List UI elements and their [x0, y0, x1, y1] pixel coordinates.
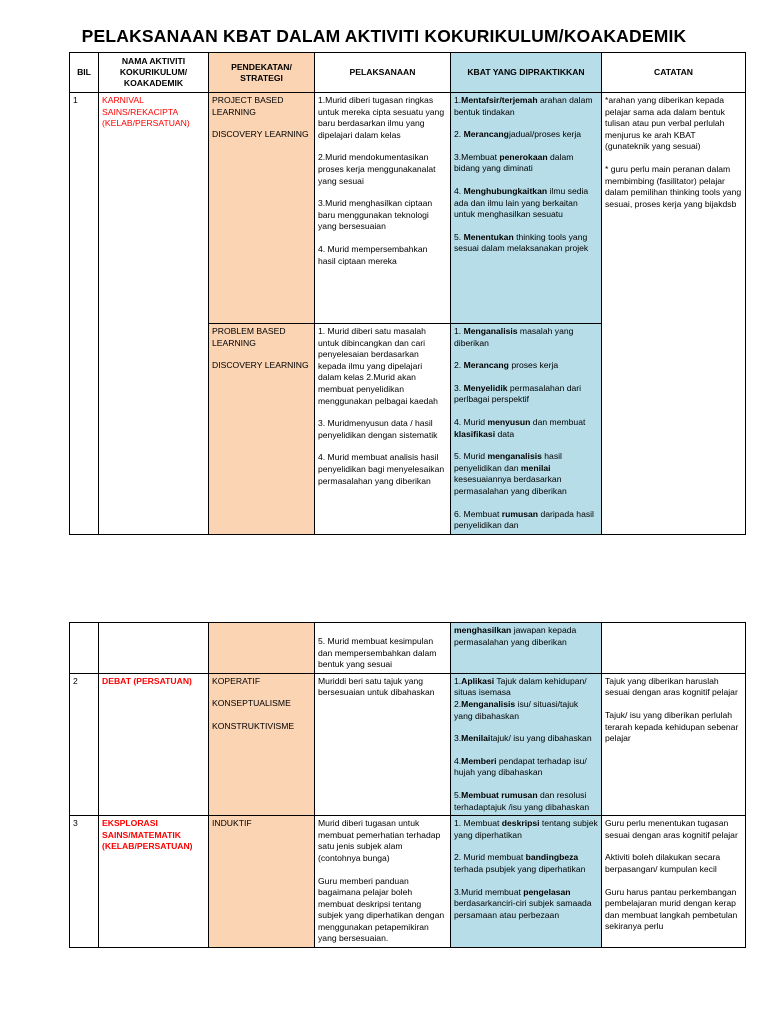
table-row	[70, 673, 746, 815]
pelaksanaan-item: 3. Muridmenyusun data / hasil penyelidikan dengan sistematik	[318, 418, 438, 440]
cell-pelaksanaan	[315, 324, 451, 535]
kbat-item: 2. Merancangjadual/proses kerja	[454, 129, 582, 140]
cell-nama-aktiviti: EKSPLORASI SAINS/MATEMATIK (KELAB/PERSATUAN)	[99, 816, 209, 948]
cell-catatan	[602, 673, 746, 815]
kbat-item: 1.Mentafsir/terjemah arahan dalam bentuk tindakan	[454, 95, 593, 117]
cell-pelaksanaan	[315, 93, 451, 324]
cell-bil	[70, 623, 99, 674]
kbat-item: 3.Membuat penerokaan dalam bidang yang diminati	[454, 151, 574, 174]
cell-kbat	[451, 816, 602, 948]
cell-nama-aktiviti: DEBAT (PERSATUAN)	[99, 673, 209, 815]
catatan-item: Tajuk yang diberikan haruslah sesuai dengan aras kognitif pelajar	[605, 675, 738, 698]
kbat-item: 2. Murid membuat bandingbeza terhada psubjek yang diperhatikan	[454, 852, 586, 874]
cell-bil: 1	[70, 93, 99, 535]
cell-pendekatan	[209, 93, 315, 324]
kbat-item: 3. Menyelidik permasalahan dari perlbagai perspektif	[454, 382, 582, 405]
catatan-item: *arahan yang diberikan kepada pelajar sama ada dalam bentuk tulisan atau pun verbal perlulah menjurus ke arah KBAT (gunateknik yang sesuai)	[605, 95, 725, 152]
catatan-item: Guru perlu menentukan tugasan sesuai dengan aras kognitif pelajar	[605, 818, 738, 840]
catatan-item: * guru perlu main peranan dalam membimbing (fasilitator) pelajar dalam pemilihan thinking tools yang sesuai, proses kerja yang bijakdsb	[605, 163, 742, 209]
table-header-row	[70, 53, 746, 93]
pelaksanaan-item: Guru memberi panduan bagaimana pelajar boleh membuat deskripsi tentang subjek yang diperhatikan dengan menggunakan petapemikiran yang bersesuaian.	[318, 875, 445, 944]
kbat-item: 1. Membuat deskripsi tentang subjek yang diperhatikan	[454, 818, 598, 840]
kbat-item: 6. Membuat rumusan daripada hasil penyelidikan dan	[454, 508, 594, 531]
pendekatan-item: KONSTRUKTIVISME	[212, 720, 295, 731]
cell-bil: 3	[70, 816, 99, 948]
pelaksanaan-item: 5. Murid membuat kesimpulan dan mempersembahkan dalam bentuk yang sesuai	[318, 636, 437, 670]
pelaksanaan-item: Murid diberi tugasan untuk membuat pemerhatian terhadap satu jenis subjek alam (contohnya bunga)	[318, 818, 441, 863]
cell-nama-aktiviti	[99, 623, 209, 674]
pendekatan-item: PROJECT BASED LEARNING	[212, 95, 284, 117]
cell-nama-aktiviti: KARNIVAL SAINS/REKACIPTA (KELAB/PERSATUAN)	[99, 93, 209, 535]
kbat-item: 3.Murid membuat pengelasan berdasarkanciri-ciri subjek samaada persamaan atau perbezaan	[454, 886, 592, 920]
pendekatan-item: KONSEPTUALISME	[212, 698, 291, 709]
cell-pelaksanaan: Muriddi beri satu tajuk yang bersesuaian untuk dibahaskan	[315, 673, 451, 815]
cell-kbat	[451, 324, 602, 535]
kbat-table-part-2	[69, 622, 746, 948]
kbat-item: 4.Memberi pendapat terhadap isu/ hujah yang dibahaskan	[454, 755, 587, 778]
header-pendekatan: PENDEKATAN/ STRATEGI	[209, 53, 315, 93]
kbat-item: 1.Aplikasi Tajuk dalam kehidupan/ situas isemasa	[454, 675, 587, 698]
cell-pendekatan	[209, 816, 315, 948]
header-catatan: CATATAN	[602, 53, 746, 93]
table-row	[70, 623, 746, 674]
header-pelaksanaan: PELAKSANAAN	[315, 53, 451, 93]
pelaksanaan-item: 1. Murid diberi satu masalah untuk dibincangkan dan cari penyelesaian berdasarkan kepada ilmu yang dipelajari dalam kelas 2.Murid akan membuat penyelidikan menggunakan pelbagai kaedah	[318, 326, 438, 406]
cell-pelaksanaan	[315, 816, 451, 948]
kbat-item: 1. Menganalisis masalah yang diberikan	[454, 326, 574, 348]
catatan-item: Aktiviti boleh dilakukan secara berpasangan/ kumpulan kecil	[605, 852, 721, 874]
cell-catatan	[602, 93, 746, 535]
kbat-table-part-1	[69, 52, 746, 535]
pendekatan-item: PROBLEM BASED LEARNING	[212, 326, 286, 348]
kbat-item: 2. Merancang proses kerja	[454, 360, 559, 371]
cell-kbat: menghasilkan jawapan kepada permasalahan yang diberikan	[451, 623, 602, 674]
cell-pendekatan	[209, 673, 315, 815]
cell-pelaksanaan	[315, 623, 451, 674]
header-kbat: KBAT YANG DIPRAKTIKKAN	[451, 53, 602, 93]
catatan-item: Tajuk/ isu yang diberikan perlulah terarah kepada kehidupan sebenar pelajar	[605, 709, 739, 744]
cell-kbat	[451, 93, 602, 324]
cell-kbat	[451, 673, 602, 815]
cell-catatan	[602, 623, 746, 674]
cell-pendekatan	[209, 324, 315, 535]
pelaksanaan-item: 2.Murid mendokumentasikan proses kerja menggunakanalat yang sesuai	[318, 152, 436, 186]
header-bil: BIL	[70, 53, 99, 93]
cell-catatan	[602, 816, 746, 948]
kbat-item: 2.Menganalisis isu/ situasi/tajuk yang dibahaskan	[454, 698, 579, 721]
pendekatan-item: DISCOVERY LEARNING	[212, 129, 309, 140]
pelaksanaan-item: 3.Murid menghasilkan ciptaan baru menggunakan teknologi yang bersesuaian	[318, 198, 433, 232]
cell-bil: 2	[70, 673, 99, 815]
table-row	[70, 816, 746, 948]
kbat-item: 5. Menentukan thinking tools yang sesuai dalam melaksanakan projek	[454, 231, 589, 254]
pendekatan-item: KOPERATIF	[212, 675, 261, 686]
catatan-item: Guru harus pantau perkembangan pembelajaran murid dengan kerap dan membuat langkah pembetulan sekiranya perlu	[605, 886, 738, 932]
page-title: PELAKSANAAN KBAT DALAM AKTIVITI KOKURIKULUM/KOAKADEMIK	[81, 26, 687, 46]
pelaksanaan-item: 4. Murid membuat analisis hasil penyelidikan bagi menyelesaikan permasalahan yang diberikan	[318, 452, 445, 486]
kbat-item: 4. Murid menyusun dan membuat klasifikasi data	[454, 416, 586, 439]
kbat-item: 4. Menghubungkaitkan ilmu sedia ada dan ilmu lain yang berkaitan untuk menghasilkan sesuatu	[454, 185, 589, 220]
pelaksanaan-item: 1.Murid diberi tugasan ringkas untuk mereka cipta sesuatu yang baru berdasarkan ilmu yang dipelajari dalam kelas	[318, 95, 445, 140]
table-row	[70, 93, 746, 324]
kbat-item: 3.Menilaitajuk/ isu yang dibahaskan	[454, 733, 592, 744]
header-nama-aktiviti: NAMA AKTIVITI KOKURIKULUM/ KOAKADEMIK	[99, 53, 209, 93]
pendekatan-item: DISCOVERY LEARNING	[212, 360, 309, 371]
kbat-item: 5.Membuat rumusan dan resolusi terhadaptajuk /isu yang dibahaskan	[454, 789, 590, 812]
cell-pendekatan	[209, 623, 315, 674]
pelaksanaan-item: 4. Murid mempersembahkan hasil ciptaan mereka	[318, 243, 428, 266]
kbat-item: 5. Murid menganalisis hasil penyelidikan dan menilai kesesuaiannya berdasarkan permasalahan yang diberikan	[454, 451, 567, 496]
pendekatan-item: INDUKTIF	[212, 818, 252, 829]
